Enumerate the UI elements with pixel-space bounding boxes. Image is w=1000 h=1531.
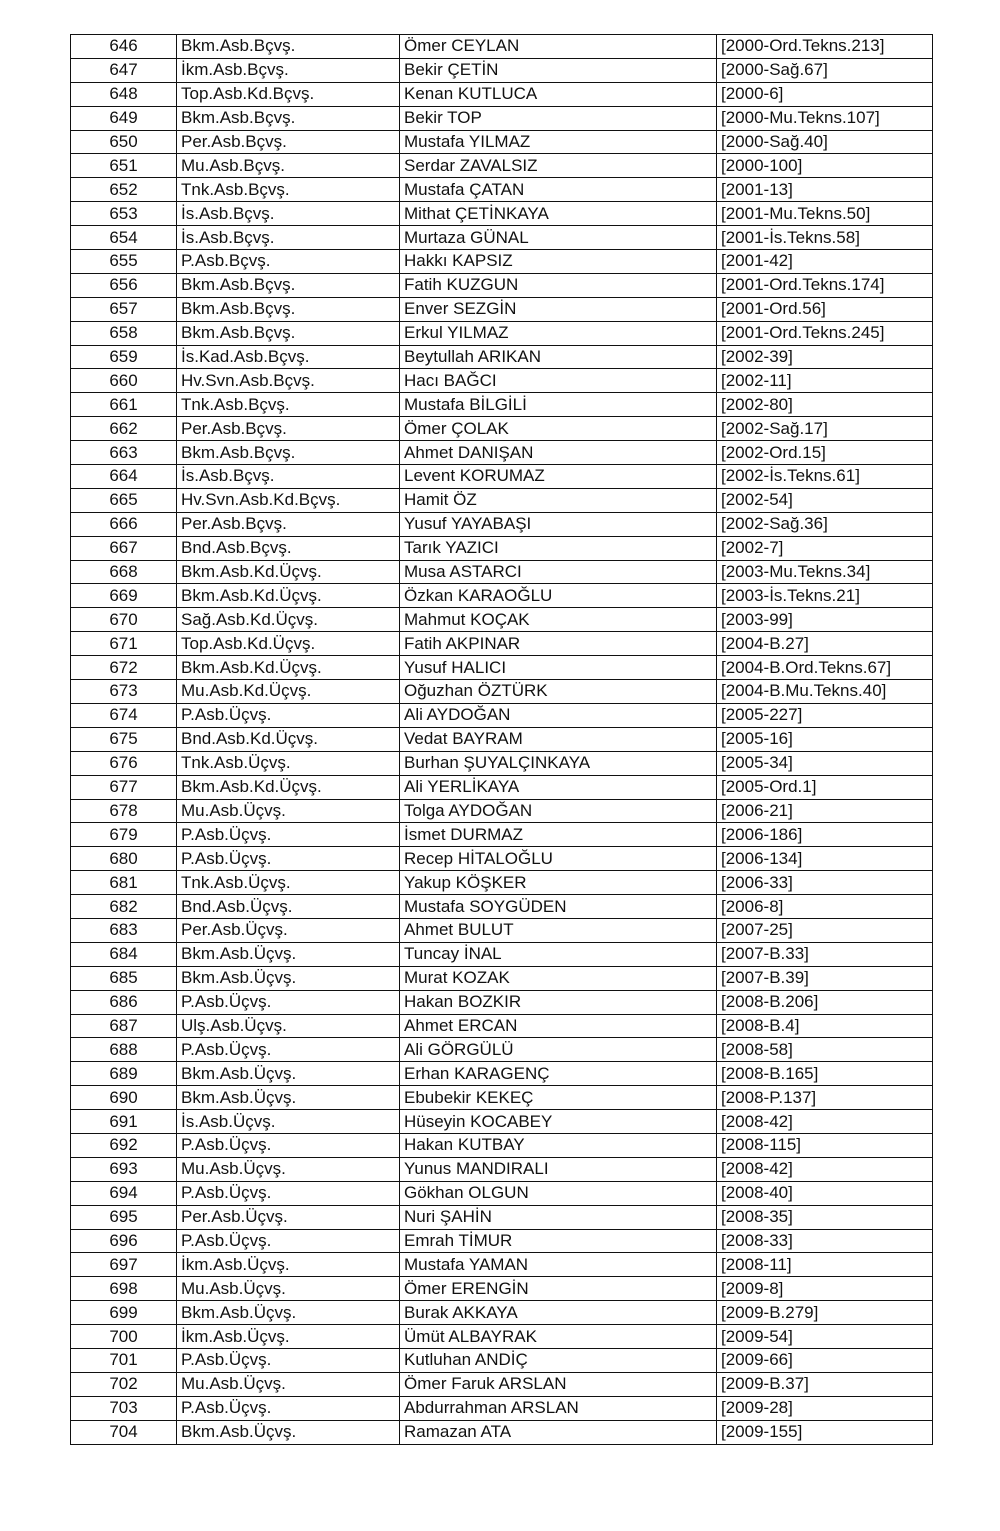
table-row xyxy=(71,703,933,727)
name-cell: Ömer CEYLAN xyxy=(400,35,717,59)
row-number: 646 xyxy=(71,35,177,59)
reference-cell: [2001-42] xyxy=(717,250,933,274)
row-number: 659 xyxy=(71,345,177,369)
row-number: 700 xyxy=(71,1325,177,1349)
reference-cell: [2002-Sağ.17] xyxy=(717,417,933,441)
rank-cell: Hv.Svn.Asb.Bçvş. xyxy=(177,369,400,393)
rank-cell: Mu.Asb.Kd.Üçvş. xyxy=(177,680,400,704)
reference-cell: [2002-54] xyxy=(717,488,933,512)
row-number: 680 xyxy=(71,847,177,871)
reference-cell: [2007-25] xyxy=(717,918,933,942)
table-row xyxy=(71,465,933,489)
reference-cell: [2008-B.165] xyxy=(717,1062,933,1086)
table-row xyxy=(71,106,933,130)
table-row xyxy=(71,1086,933,1110)
reference-cell: [2001-İs.Tekns.58] xyxy=(717,226,933,250)
row-number: 656 xyxy=(71,273,177,297)
reference-cell: [2004-B.27] xyxy=(717,632,933,656)
table-row xyxy=(71,1277,933,1301)
name-cell: Fatih KUZGUN xyxy=(400,273,717,297)
name-cell: Hamit ÖZ xyxy=(400,488,717,512)
reference-cell: [2007-B.33] xyxy=(717,942,933,966)
table-row xyxy=(71,441,933,465)
table-row xyxy=(71,417,933,441)
name-cell: Yusuf YAYABAŞI xyxy=(400,512,717,536)
reference-cell: [2007-B.39] xyxy=(717,966,933,990)
name-cell: Serdar ZAVALSIZ xyxy=(400,154,717,178)
reference-cell: [2003-Mu.Tekns.34] xyxy=(717,560,933,584)
table-row xyxy=(71,226,933,250)
name-cell: Yusuf HALICI xyxy=(400,656,717,680)
reference-cell: [2002-39] xyxy=(717,345,933,369)
name-cell: Ramazan ATA xyxy=(400,1420,717,1444)
reference-cell: [2004-B.Mu.Tekns.40] xyxy=(717,680,933,704)
rank-cell: Tnk.Asb.Bçvş. xyxy=(177,178,400,202)
reference-cell: [2002-80] xyxy=(717,393,933,417)
row-number: 701 xyxy=(71,1348,177,1372)
name-cell: Ümüt ALBAYRAK xyxy=(400,1325,717,1349)
rank-cell: Bnd.Asb.Kd.Üçvş. xyxy=(177,727,400,751)
rank-cell: Bkm.Asb.Bçvş. xyxy=(177,35,400,59)
reference-cell: [2006-134] xyxy=(717,847,933,871)
table-row xyxy=(71,130,933,154)
row-number: 674 xyxy=(71,703,177,727)
row-number: 673 xyxy=(71,680,177,704)
rank-cell: Bkm.Asb.Kd.Üçvş. xyxy=(177,656,400,680)
rank-cell: Per.Asb.Bçvş. xyxy=(177,130,400,154)
rank-cell: İs.Asb.Üçvş. xyxy=(177,1110,400,1134)
reference-cell: [2000-100] xyxy=(717,154,933,178)
row-number: 675 xyxy=(71,727,177,751)
table-row xyxy=(71,990,933,1014)
row-number: 662 xyxy=(71,417,177,441)
reference-cell: [2009-28] xyxy=(717,1396,933,1420)
reference-cell: [2000-Ord.Tekns.213] xyxy=(717,35,933,59)
name-cell: Abdurrahman ARSLAN xyxy=(400,1396,717,1420)
reference-cell: [2006-186] xyxy=(717,823,933,847)
name-cell: Hacı BAĞCI xyxy=(400,369,717,393)
reference-cell: [2009-155] xyxy=(717,1420,933,1444)
table-row xyxy=(71,823,933,847)
rank-cell: Per.Asb.Üçvş. xyxy=(177,918,400,942)
row-number: 649 xyxy=(71,106,177,130)
row-number: 661 xyxy=(71,393,177,417)
row-number: 703 xyxy=(71,1396,177,1420)
reference-cell: [2001-13] xyxy=(717,178,933,202)
name-cell: Ali AYDOĞAN xyxy=(400,703,717,727)
row-number: 666 xyxy=(71,512,177,536)
table-row xyxy=(71,1301,933,1325)
reference-cell: [2000-Mu.Tekns.107] xyxy=(717,106,933,130)
row-number: 678 xyxy=(71,799,177,823)
name-cell: Beytullah ARIKAN xyxy=(400,345,717,369)
table-row xyxy=(71,1181,933,1205)
rank-cell: Per.Asb.Üçvş. xyxy=(177,1205,400,1229)
name-cell: Ahmet DANIŞAN xyxy=(400,441,717,465)
name-cell: Kutluhan ANDİÇ xyxy=(400,1348,717,1372)
row-number: 692 xyxy=(71,1133,177,1157)
rank-cell: Tnk.Asb.Bçvş. xyxy=(177,393,400,417)
name-cell: Ali YERLİKAYA xyxy=(400,775,717,799)
name-cell: Mustafa BİLGİLİ xyxy=(400,393,717,417)
row-number: 682 xyxy=(71,895,177,919)
reference-cell: [2004-B.Ord.Tekns.67] xyxy=(717,656,933,680)
reference-cell: [2008-42] xyxy=(717,1110,933,1134)
reference-cell: [2001-Ord.56] xyxy=(717,297,933,321)
rank-cell: Bkm.Asb.Bçvş. xyxy=(177,273,400,297)
table-row xyxy=(71,297,933,321)
name-cell: Emrah TİMUR xyxy=(400,1229,717,1253)
row-number: 696 xyxy=(71,1229,177,1253)
rank-cell: Per.Asb.Bçvş. xyxy=(177,417,400,441)
row-number: 663 xyxy=(71,441,177,465)
rank-cell: Bkm.Asb.Üçvş. xyxy=(177,1086,400,1110)
name-cell: Enver SEZGİN xyxy=(400,297,717,321)
name-cell: Ömer ÇOLAK xyxy=(400,417,717,441)
table-row xyxy=(71,942,933,966)
reference-cell: [2003-İs.Tekns.21] xyxy=(717,584,933,608)
name-cell: Ahmet ERCAN xyxy=(400,1014,717,1038)
row-number: 665 xyxy=(71,488,177,512)
row-number: 652 xyxy=(71,178,177,202)
name-cell: Ebubekir KEKEÇ xyxy=(400,1086,717,1110)
reference-cell: [2009-66] xyxy=(717,1348,933,1372)
table-row xyxy=(71,1229,933,1253)
rank-cell: Top.Asb.Kd.Bçvş. xyxy=(177,82,400,106)
rank-cell: Bkm.Asb.Bçvş. xyxy=(177,441,400,465)
rank-cell: Bkm.Asb.Bçvş. xyxy=(177,297,400,321)
row-number: 660 xyxy=(71,369,177,393)
row-number: 647 xyxy=(71,58,177,82)
row-number: 688 xyxy=(71,1038,177,1062)
table-row xyxy=(71,1157,933,1181)
row-number: 654 xyxy=(71,226,177,250)
row-number: 689 xyxy=(71,1062,177,1086)
table-row xyxy=(71,345,933,369)
rank-cell: Bkm.Asb.Bçvş. xyxy=(177,106,400,130)
rank-cell: Bkm.Asb.Bçvş. xyxy=(177,321,400,345)
rank-cell: Bnd.Asb.Bçvş. xyxy=(177,536,400,560)
row-number: 683 xyxy=(71,918,177,942)
table-row xyxy=(71,560,933,584)
name-cell: Recep HİTALOĞLU xyxy=(400,847,717,871)
reference-cell: [2002-Sağ.36] xyxy=(717,512,933,536)
rank-cell: Bkm.Asb.Kd.Üçvş. xyxy=(177,584,400,608)
name-cell: Erhan KARAGENÇ xyxy=(400,1062,717,1086)
name-cell: Ömer ERENGİN xyxy=(400,1277,717,1301)
rank-cell: Bkm.Asb.Üçvş. xyxy=(177,1301,400,1325)
reference-cell: [2008-35] xyxy=(717,1205,933,1229)
reference-cell: [2006-21] xyxy=(717,799,933,823)
reference-cell: [2006-8] xyxy=(717,895,933,919)
rank-cell: Tnk.Asb.Üçvş. xyxy=(177,751,400,775)
reference-cell: [2000-Sağ.40] xyxy=(717,130,933,154)
name-cell: Mahmut KOÇAK xyxy=(400,608,717,632)
reference-cell: [2002-Ord.15] xyxy=(717,441,933,465)
row-number: 648 xyxy=(71,82,177,106)
name-cell: Hakan BOZKIR xyxy=(400,990,717,1014)
rank-cell: Mu.Asb.Bçvş. xyxy=(177,154,400,178)
rank-cell: Bkm.Asb.Üçvş. xyxy=(177,966,400,990)
reference-cell: [2008-58] xyxy=(717,1038,933,1062)
table-row xyxy=(71,1372,933,1396)
rank-cell: Bkm.Asb.Üçvş. xyxy=(177,1420,400,1444)
name-cell: Burhan ŞUYALÇINKAYA xyxy=(400,751,717,775)
name-cell: Mustafa YILMAZ xyxy=(400,130,717,154)
table-row xyxy=(71,202,933,226)
table-row xyxy=(71,871,933,895)
table-row xyxy=(71,1110,933,1134)
name-cell: Burak AKKAYA xyxy=(400,1301,717,1325)
table-row xyxy=(71,966,933,990)
table-row xyxy=(71,178,933,202)
reference-cell: [2009-54] xyxy=(717,1325,933,1349)
table-row xyxy=(71,1325,933,1349)
reference-cell: [2005-16] xyxy=(717,727,933,751)
rank-cell: P.Asb.Üçvş. xyxy=(177,1181,400,1205)
reference-cell: [2005-Ord.1] xyxy=(717,775,933,799)
table-row xyxy=(71,632,933,656)
name-cell: Kenan KUTLUCA xyxy=(400,82,717,106)
table-row xyxy=(71,727,933,751)
rank-cell: P.Asb.Üçvş. xyxy=(177,1348,400,1372)
name-cell: Hakkı KAPSIZ xyxy=(400,250,717,274)
row-number: 699 xyxy=(71,1301,177,1325)
rank-cell: Sağ.Asb.Kd.Üçvş. xyxy=(177,608,400,632)
table-row xyxy=(71,1038,933,1062)
reference-cell: [2005-34] xyxy=(717,751,933,775)
table-row xyxy=(71,512,933,536)
row-number: 667 xyxy=(71,536,177,560)
rank-cell: İkm.Asb.Üçvş. xyxy=(177,1325,400,1349)
row-number: 655 xyxy=(71,250,177,274)
row-number: 657 xyxy=(71,297,177,321)
rank-cell: Top.Asb.Kd.Üçvş. xyxy=(177,632,400,656)
name-cell: Yunus MANDIRALI xyxy=(400,1157,717,1181)
row-number: 677 xyxy=(71,775,177,799)
rank-cell: İkm.Asb.Bçvş. xyxy=(177,58,400,82)
name-cell: Fatih AKPINAR xyxy=(400,632,717,656)
row-number: 687 xyxy=(71,1014,177,1038)
name-cell: Mustafa YAMAN xyxy=(400,1253,717,1277)
reference-cell: [2008-40] xyxy=(717,1181,933,1205)
table-row xyxy=(71,393,933,417)
table-row xyxy=(71,751,933,775)
rank-cell: Bkm.Asb.Üçvş. xyxy=(177,1062,400,1086)
row-number: 697 xyxy=(71,1253,177,1277)
reference-cell: [2006-33] xyxy=(717,871,933,895)
table-row xyxy=(71,488,933,512)
reference-cell: [2008-B.206] xyxy=(717,990,933,1014)
row-number: 691 xyxy=(71,1110,177,1134)
row-number: 658 xyxy=(71,321,177,345)
rank-cell: İs.Asb.Bçvş. xyxy=(177,226,400,250)
row-number: 702 xyxy=(71,1372,177,1396)
reference-cell: [2009-B.279] xyxy=(717,1301,933,1325)
rank-cell: Mu.Asb.Üçvş. xyxy=(177,799,400,823)
rank-cell: P.Asb.Üçvş. xyxy=(177,823,400,847)
name-cell: Vedat BAYRAM xyxy=(400,727,717,751)
row-number: 685 xyxy=(71,966,177,990)
table-row xyxy=(71,536,933,560)
rank-cell: İs.Kad.Asb.Bçvş. xyxy=(177,345,400,369)
name-cell: Nuri ŞAHİN xyxy=(400,1205,717,1229)
name-cell: Ömer Faruk ARSLAN xyxy=(400,1372,717,1396)
row-number: 653 xyxy=(71,202,177,226)
name-cell: İsmet DURMAZ xyxy=(400,823,717,847)
row-number: 704 xyxy=(71,1420,177,1444)
reference-cell: [2009-8] xyxy=(717,1277,933,1301)
rank-cell: P.Asb.Üçvş. xyxy=(177,1133,400,1157)
rank-cell: Per.Asb.Bçvş. xyxy=(177,512,400,536)
table-row xyxy=(71,154,933,178)
rank-cell: P.Asb.Üçvş. xyxy=(177,1229,400,1253)
rank-cell: Bnd.Asb.Üçvş. xyxy=(177,895,400,919)
row-number: 694 xyxy=(71,1181,177,1205)
name-cell: Erkul YILMAZ xyxy=(400,321,717,345)
table-row xyxy=(71,1133,933,1157)
table-row xyxy=(71,799,933,823)
table-row xyxy=(71,1253,933,1277)
row-number: 668 xyxy=(71,560,177,584)
table-row xyxy=(71,35,933,59)
table-row xyxy=(71,369,933,393)
reference-cell: [2001-Ord.Tekns.245] xyxy=(717,321,933,345)
rank-cell: Mu.Asb.Üçvş. xyxy=(177,1157,400,1181)
name-cell: Tarık YAZICI xyxy=(400,536,717,560)
reference-cell: [2000-6] xyxy=(717,82,933,106)
table-row xyxy=(71,82,933,106)
name-cell: Levent KORUMAZ xyxy=(400,465,717,489)
rank-cell: Tnk.Asb.Üçvş. xyxy=(177,871,400,895)
rank-cell: İs.Asb.Bçvş. xyxy=(177,202,400,226)
row-number: 672 xyxy=(71,656,177,680)
name-cell: Özkan KARAOĞLU xyxy=(400,584,717,608)
table-row xyxy=(71,608,933,632)
row-number: 671 xyxy=(71,632,177,656)
reference-cell: [2003-99] xyxy=(717,608,933,632)
rank-cell: İkm.Asb.Üçvş. xyxy=(177,1253,400,1277)
table-row xyxy=(71,1205,933,1229)
name-cell: Mustafa SOYGÜDEN xyxy=(400,895,717,919)
table-row xyxy=(71,58,933,82)
table-row xyxy=(71,1014,933,1038)
rank-cell: Hv.Svn.Asb.Kd.Bçvş. xyxy=(177,488,400,512)
reference-cell: [2001-Mu.Tekns.50] xyxy=(717,202,933,226)
table-row xyxy=(71,1062,933,1086)
name-cell: Hakan KUTBAY xyxy=(400,1133,717,1157)
reference-cell: [2008-B.4] xyxy=(717,1014,933,1038)
table-row xyxy=(71,1420,933,1444)
rank-cell: P.Asb.Üçvş. xyxy=(177,1396,400,1420)
name-cell: Mustafa ÇATAN xyxy=(400,178,717,202)
table-row xyxy=(71,321,933,345)
reference-cell: [2008-42] xyxy=(717,1157,933,1181)
name-cell: Hüseyin KOCABEY xyxy=(400,1110,717,1134)
personnel-table xyxy=(70,34,933,1445)
rank-cell: Ulş.Asb.Üçvş. xyxy=(177,1014,400,1038)
reference-cell: [2002-7] xyxy=(717,536,933,560)
row-number: 650 xyxy=(71,130,177,154)
reference-cell: [2000-Sağ.67] xyxy=(717,58,933,82)
row-number: 684 xyxy=(71,942,177,966)
name-cell: Tuncay İNAL xyxy=(400,942,717,966)
table-row xyxy=(71,1348,933,1372)
row-number: 679 xyxy=(71,823,177,847)
row-number: 669 xyxy=(71,584,177,608)
name-cell: Tolga AYDOĞAN xyxy=(400,799,717,823)
reference-cell: [2005-227] xyxy=(717,703,933,727)
name-cell: Mithat ÇETİNKAYA xyxy=(400,202,717,226)
row-number: 676 xyxy=(71,751,177,775)
table-body xyxy=(71,35,933,1445)
name-cell: Oğuzhan ÖZTÜRK xyxy=(400,680,717,704)
rank-cell: Mu.Asb.Üçvş. xyxy=(177,1277,400,1301)
reference-cell: [2008-33] xyxy=(717,1229,933,1253)
name-cell: Yakup KÖŞKER xyxy=(400,871,717,895)
reference-cell: [2009-B.37] xyxy=(717,1372,933,1396)
row-number: 686 xyxy=(71,990,177,1014)
rank-cell: P.Asb.Üçvş. xyxy=(177,847,400,871)
table-row xyxy=(71,680,933,704)
reference-cell: [2002-İs.Tekns.61] xyxy=(717,465,933,489)
reference-cell: [2008-115] xyxy=(717,1133,933,1157)
rank-cell: P.Asb.Bçvş. xyxy=(177,250,400,274)
row-number: 651 xyxy=(71,154,177,178)
rank-cell: İs.Asb.Bçvş. xyxy=(177,465,400,489)
table-row xyxy=(71,775,933,799)
reference-cell: [2002-11] xyxy=(717,369,933,393)
name-cell: Bekir TOP xyxy=(400,106,717,130)
rank-cell: Bkm.Asb.Kd.Üçvş. xyxy=(177,560,400,584)
table-row xyxy=(71,918,933,942)
row-number: 693 xyxy=(71,1157,177,1181)
reference-cell: [2008-11] xyxy=(717,1253,933,1277)
row-number: 695 xyxy=(71,1205,177,1229)
rank-cell: P.Asb.Üçvş. xyxy=(177,1038,400,1062)
table-row xyxy=(71,584,933,608)
rank-cell: P.Asb.Üçvş. xyxy=(177,703,400,727)
rank-cell: Bkm.Asb.Üçvş. xyxy=(177,942,400,966)
rank-cell: P.Asb.Üçvş. xyxy=(177,990,400,1014)
name-cell: Musa ASTARCI xyxy=(400,560,717,584)
row-number: 698 xyxy=(71,1277,177,1301)
name-cell: Bekir ÇETİN xyxy=(400,58,717,82)
table-row xyxy=(71,273,933,297)
rank-cell: Bkm.Asb.Kd.Üçvş. xyxy=(177,775,400,799)
row-number: 690 xyxy=(71,1086,177,1110)
row-number: 664 xyxy=(71,465,177,489)
table-row xyxy=(71,847,933,871)
name-cell: Murtaza GÜNAL xyxy=(400,226,717,250)
table-row xyxy=(71,1396,933,1420)
row-number: 681 xyxy=(71,871,177,895)
rank-cell: Mu.Asb.Üçvş. xyxy=(177,1372,400,1396)
table-row xyxy=(71,656,933,680)
row-number: 670 xyxy=(71,608,177,632)
table-row xyxy=(71,895,933,919)
name-cell: Ali GÖRGÜLÜ xyxy=(400,1038,717,1062)
reference-cell: [2008-P.137] xyxy=(717,1086,933,1110)
name-cell: Gökhan OLGUN xyxy=(400,1181,717,1205)
name-cell: Murat KOZAK xyxy=(400,966,717,990)
table-row xyxy=(71,250,933,274)
name-cell: Ahmet BULUT xyxy=(400,918,717,942)
reference-cell: [2001-Ord.Tekns.174] xyxy=(717,273,933,297)
